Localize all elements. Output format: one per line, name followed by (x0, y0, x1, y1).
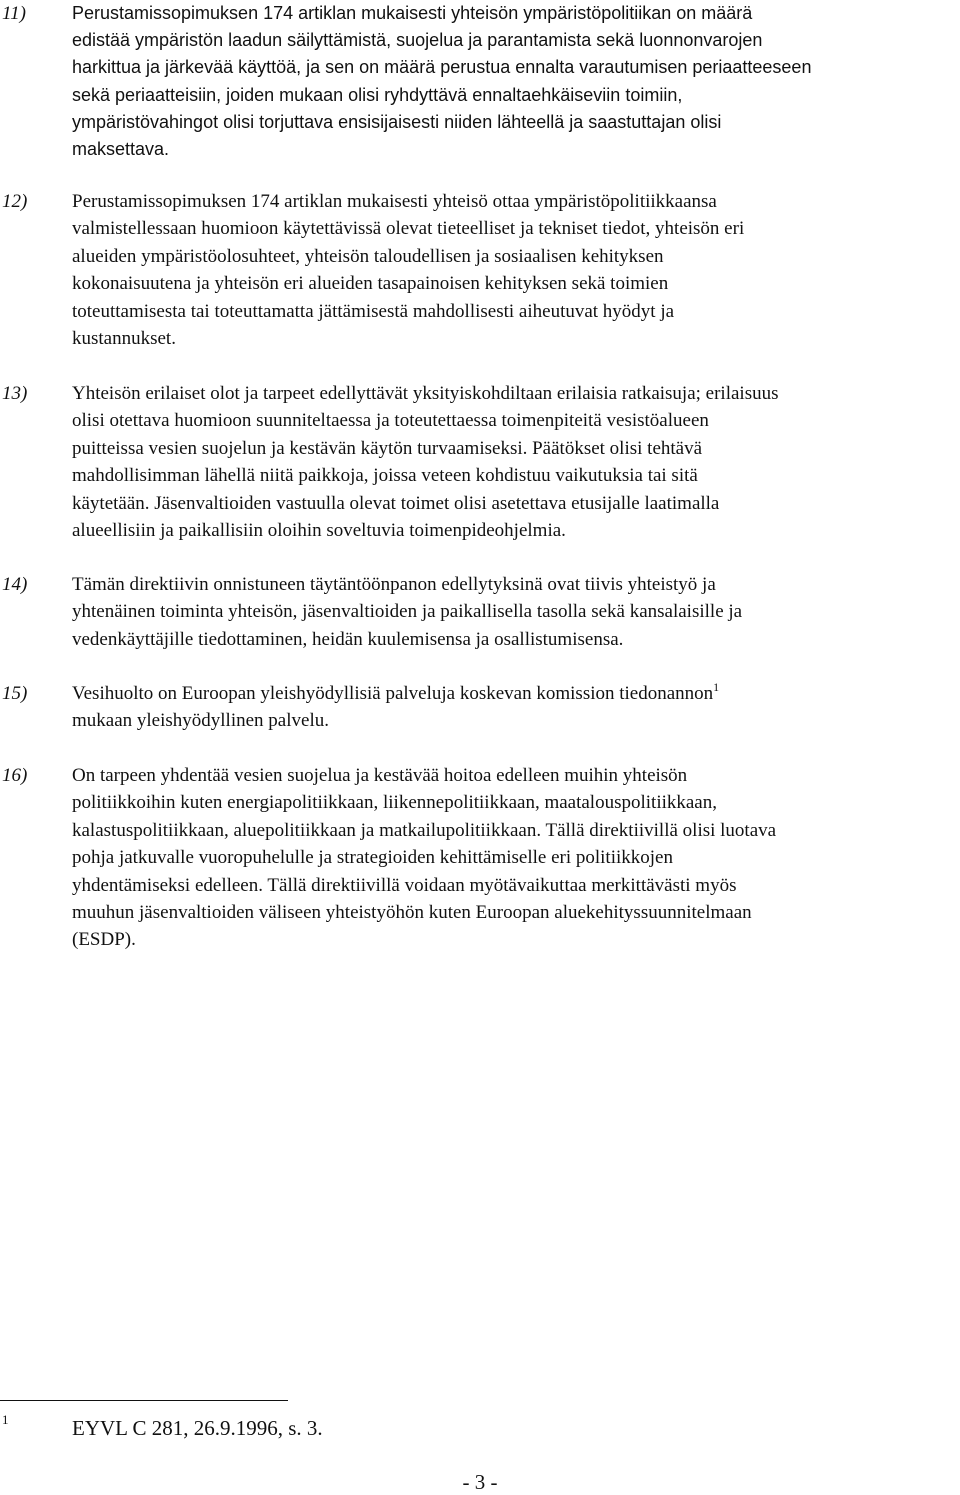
recital-text (72, 680, 960, 735)
recital-11 (0, 0, 960, 163)
text-line: mukaan yleishyödyllinen palvelu. (72, 710, 329, 732)
text-line: muuhun jäsenvaltioiden väliseen yhteistyöhön kuten Euroopan aluekehityssuunnitelmaan (72, 902, 752, 924)
text-line: mahdollisimman lähellä niitä paikkoja, joissa veteen kohdistuu vaikutuksia tai sitä (72, 465, 698, 487)
text-line: maksettava. (72, 139, 170, 160)
text-line: sekä periaatteisiin, joiden mukaan olisi ryhdyttävä ennaltaehkäiseviin toimiin, (72, 84, 683, 105)
recital-16 (0, 762, 960, 954)
text-line: edistää ympäristön laadun säilyttämistä, suojelua ja parantamista sekä luonnonvarojen (72, 30, 763, 51)
recital-text (72, 380, 960, 544)
text-line: Tämän direktiivin onnistuneen täytäntöönpanon edellytyksinä ovat tiivis yhteistyö ja (72, 574, 716, 595)
recital-number: 13) (2, 383, 28, 404)
text-line: kustannukset. (72, 328, 176, 350)
text-line: politiikkoihin kuten energiapolitiikkaan, liikennepolitiikkaan, maatalouspolitiikkaan, (72, 792, 717, 814)
text-line: valmistellessaan huomioon käytettävissä olevat tieteelliset ja tekniset tiedot, yhteisön eri (72, 218, 745, 240)
footnote-marker: 1 (2, 1412, 9, 1427)
text-line: alueiden ympäristöolosuhteet, yhteisön taloudellisen ja sosiaalisen kehityksen (72, 245, 664, 267)
recital-14 (0, 571, 960, 653)
text-line: pohja jatkuvalle vuoropuhelulle ja strategioiden kehittämiselle eri politiikkojen (72, 847, 673, 869)
recital-number: 12) (2, 191, 28, 212)
recital-text (72, 0, 960, 163)
recital-text (72, 188, 960, 352)
footnote-reference[interactable]: 1 (713, 680, 720, 694)
text-line: kalastuspolitiikkaan, aluepolitiikkaan ja matkailupolitiikkaan. Tällä direktiivillä olisi luotava (72, 819, 777, 841)
recital-number: 11) (2, 3, 26, 24)
text-line: vedenkäyttäjille tiedottaminen, heidän kuulemisensa ja osallistumisensa. (72, 628, 624, 650)
text-line: yhdentämiseksi edelleen. Tällä direktiivillä voidaan myötävaikuttaa merkittävästi myös (72, 874, 737, 896)
text-line: (ESDP). (72, 929, 136, 951)
text-line: käytetään. Jäsenvaltioiden vastuulla olevat toimet olisi asetettava etusijalle laatimalla (72, 492, 720, 514)
text-line: yhtenäinen toiminta yhteisön, jäsenvaltioiden ja paikallisella tasolla sekä kansalaisille ja (72, 601, 743, 623)
text-line-content: Vesihuolto on Euroopan yleishyödyllisiä palveluja koskevan komission tiedonannon (72, 683, 714, 704)
text-line (72, 680, 960, 707)
footnote-text: EYVL C 281, 26.9.1996, s. 3. (72, 1416, 323, 1440)
recital-text (72, 571, 960, 653)
text-line: ympäristövahingot olisi torjuttava ensisijaisesti niiden lähteellä ja saastuttajan olisi (72, 111, 722, 132)
text-line: puitteissa vesien suojelun ja kestävän käytön turvaamiseksi. Päätökset olisi tehtävä (72, 437, 703, 459)
text-line: Perustamissopimuksen 174 artiklan mukaisesti yhteisön ympäristöpolitiikan on määrä (72, 3, 753, 23)
text-line: harkittua ja järkevää käyttöä, ja sen on määrä perustua ennalta varautumisen periaatteeseen (72, 57, 812, 78)
text-line: Perustamissopimuksen 174 artiklan mukaisesti yhteisö ottaa ympäristöpolitiikkaansa (72, 191, 717, 212)
text-line: kokonaisuutena ja yhteisön eri alueiden tasapainoisen kehityksen sekä toimien (72, 273, 669, 295)
text-line: olisi otettava huomioon suunniteltaessa ja toteutettaessa toimenpiteitä vesistöalueen (72, 410, 709, 432)
recital-text (72, 762, 960, 954)
footnote-separator (0, 1400, 288, 1401)
recital-number: 14) (2, 574, 28, 595)
text-line: alueellisiin ja paikallisiin oloihin soveltuvia toimenpideohjelmia. (72, 520, 566, 542)
recital-12 (0, 188, 960, 352)
text-line: On tarpeen yhdentää vesien suojelua ja kestävää hoitoa edelleen muihin yhteisön (72, 765, 688, 786)
text-line: toteuttamisesta tai toteuttamatta jättämisestä mahdollisesti aiheutuvat hyödyt ja (72, 300, 675, 322)
recital-number: 15) (2, 683, 28, 704)
recital-number: 16) (2, 765, 28, 786)
page-number: - 3 - (462, 1470, 498, 1494)
text-line: Yhteisön erilaiset olot ja tarpeet edellyttävät yksityiskohdiltaan erilaisia ratkaisuja; erilaisuus (72, 383, 779, 404)
recital-15 (0, 680, 960, 735)
recital-13 (0, 380, 960, 544)
